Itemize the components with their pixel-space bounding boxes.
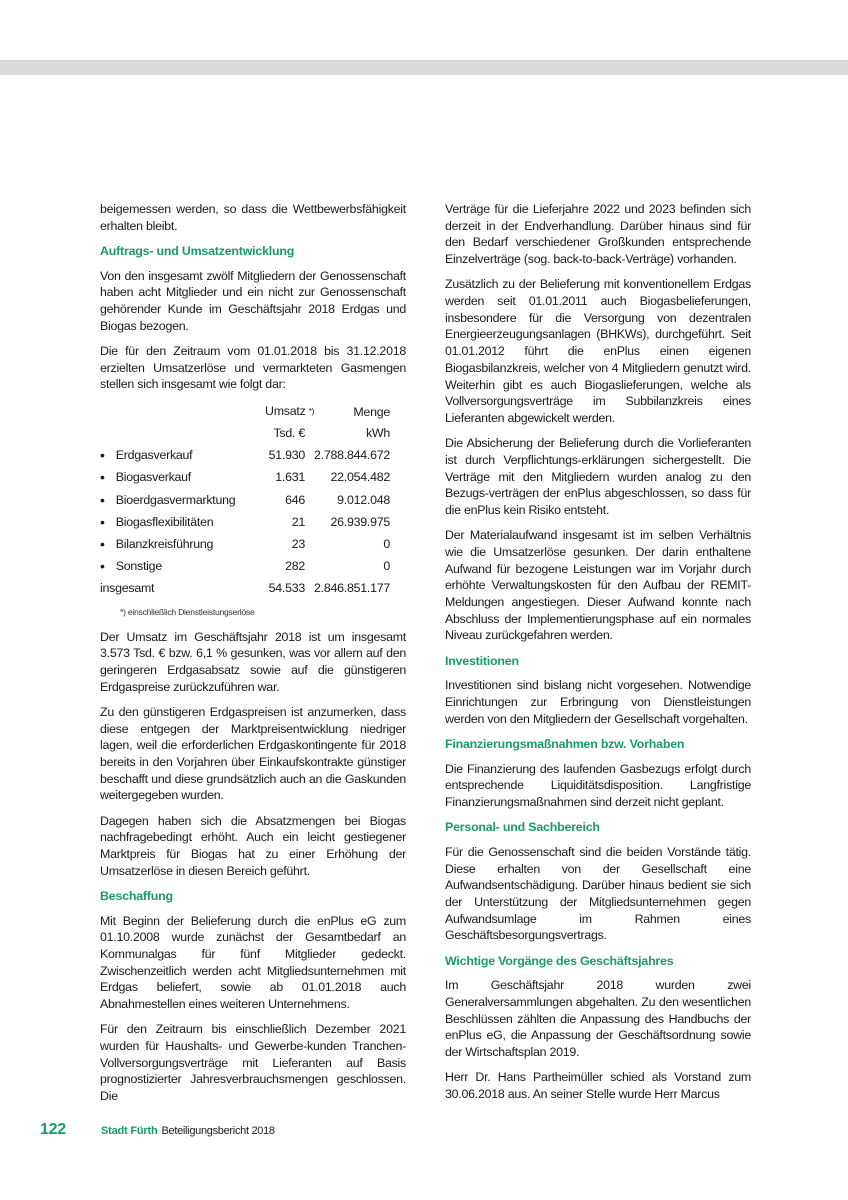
section-heading-wichtige-vorgaenge: Wichtige Vorgänge des Geschäftsjahres (445, 953, 674, 968)
paragraph: Die Finanzierung des laufenden Gasbezugs erfolgt durch entsprechende Liquiditätsdisposition. Langfristige Finanzierungsmaßnahmen sind derzeit nicht geplant. (445, 761, 751, 809)
table-footnote: *) einschließlich Dienstleistungserlöse (120, 606, 255, 617)
bullet-icon: • (100, 491, 105, 508)
bullet-icon: • (100, 469, 105, 486)
section-heading-beschaffung: Beschaffung (100, 888, 173, 903)
left-column (100, 201, 406, 1113)
paragraph: Für die Genossenschaft sind die beiden Vorstände tätig. Diese erhalten von der Gesellschaft eine Aufwandsentschädigung. Darüber hinaus bedient sie sich der Unterstützung der Mitgliedsunternehmen gegen Aufwandsumlage im Rahmen eines Geschäftsbesorgungsvertrags. (445, 844, 751, 943)
table-row: • Bioerdgasvermarktung 646 9.012.048 (100, 489, 390, 511)
bullet-icon: • (100, 447, 105, 464)
bullet-icon: • (100, 513, 105, 530)
paragraph: Zu den günstigeren Erdgaspreisen ist anzumerken, dass diese entgegen der Marktpreisentwicklung niedriger lagen, weil die erforderlichen Erdgaskontingente für 2018 bereits in den Vorjahren über Einkaufskontrakte günstiger beschafft und diese grundsätzlich auch an die Gaskunden weitergegeben wurden. (100, 704, 406, 803)
section-heading-investitionen: Investitionen (445, 653, 519, 668)
paragraph: Verträge für die Lieferjahre 2022 und 2023 befinden sich derzeit in der Endverhandlung. Darüber hinaus sind für den Bedarf verschiedener Großkunden entsprechende Einzelverträge (sog. back-to-back-Verträge) vorhanden. (445, 202, 751, 267)
table-row: • Biogasverkauf 1.631 22.054.482 (100, 467, 390, 489)
col-header-menge: Menge (353, 404, 390, 419)
paragraph: beigemessen werden, so dass die Wettbewerbsfähigkeit erhalten bleibt. (100, 202, 406, 233)
col-header-umsatz: Umsatz *) (265, 404, 314, 419)
table-total-row: insgesamt 54.533 2.846.851.177 (100, 581, 390, 596)
section-heading-auftrag: Auftrags- und Umsatzentwicklung (100, 243, 295, 258)
footer-title: Beteiligungsbericht 2018 (161, 1125, 275, 1137)
page-footer (40, 1121, 275, 1139)
paragraph: Von den insgesamt zwölf Mitgliedern der Genossenschaft haben acht Mitglieder und ein nicht zur Genossenschaft gehörender Kunde im Geschäftsjahr 2018 Erdgas und Biogas bezogen. (100, 268, 406, 333)
paragraph: Die Absicherung der Belieferung durch die Vorlieferanten ist durch Verpflichtungs-erklärungen sichergestellt. Die Verträge mit den Mitgliedern wurden analog zu den Bezugs-verträgen der enPlus abgeschlossen, so dass für die enPlus kein Risiko entsteht. (445, 436, 751, 517)
table-header-row (100, 402, 390, 424)
unit-menge: kWh (365, 426, 390, 441)
paragraph: Der Materialaufwand insgesamt ist im selben Verhältnis wie die Umsatzerlöse gesunken. Der darin enthaltene Aufwand für bezogene Leistungen war im Vorjahr durch erhöhte Verwaltungskosten für den Aufbau der REMIT-Meldungen angestiegen. Dieser Aufwand konnte nach Abschluss der Implementierungsphase auf ein normales Niveau zurückgefahren werden. (445, 528, 751, 643)
table-row: • Sonstige 282 0 (100, 555, 390, 577)
paragraph: Herr Dr. Hans Partheimüller schied als Vorstand zum 30.06.2018 aus. An seiner Stelle wurde Herr Marcus (445, 1070, 751, 1102)
table-row: • Erdgasverkauf 51.930 2.788.844.672 (100, 445, 390, 467)
footnote-mark: *) (308, 407, 314, 417)
paragraph: Mit Beginn der Belieferung durch die enPlus eG zum 01.10.2008 wurde zunächst der Gesamtbedarf an Kommunalgas für fünf Mitglieder gedeckt. Zwischenzeitlich werden acht Mitgliedsunternehmen mit Erdgas beliefert, sowie ab 01.01.2018 auch Abnahmestellen eines weiteren Unternehmens. (100, 913, 406, 1012)
top-gray-band (0, 60, 848, 75)
section-heading-personal: Personal- und Sachbereich (445, 820, 600, 835)
table-row: • Bilanzkreisführung 23 0 (100, 533, 390, 555)
paragraph: Dagegen haben sich die Absatzmengen bei Biogas nachfragebedingt erhöht. Auch ein leicht gestiegener Marktpreis für Biogas hat zu einer Erhöhung der Umsatzerlöse in diesen Bereich geführt. (100, 813, 406, 878)
paragraph: Für den Zeitraum bis einschließlich Dezember 2021 wurden für Haushalts- und Gewerbe-kunden Tranchen-Vollversorgungsverträge mit Lieferanten auf Basis prognostizierter Jahresverbrauchsmengen geschlossen. Die (100, 1022, 406, 1104)
table-row: • Biogasflexibilitäten 21 26.939.975 (100, 511, 390, 533)
paragraph: Die für den Zeitraum vom 01.01.2018 bis 31.12.2018 erzielten Umsatzerlöse und vermarkteten Gasmengen stellen sich insgesamt wie folgt dar: (100, 343, 406, 392)
paragraph: Zusätzlich zu der Belieferung mit konventionellem Erdgas werden seit 01.01.2011 auch Biogasbelieferungen, insbesondere für die Versorgung von dezentralen Energieerzeugungsanlagen (BHKWs), durchgeführt. Seit 01.01.2012 führt die enPlus einen eigenen Biogasbilanzkreis, welcher von 4 Mitgliedern genutzt wird. Weiterhin gibt es auch Biogaslieferungen, welche als Vollversorgungsverträge im Subbilanzkreis eines Lieferanten abgewickelt werden. (445, 277, 751, 425)
page-number: 122 (40, 1121, 66, 1138)
paragraph: Im Geschäftsjahr 2018 wurden zwei Generalversammlungen abgehalten. Zu den wesentlichen Beschlüssen zählten die Anpassung des Handbuchs der enPlus eG, die Anpassung der Geschäftsordnung sowie der Wirtschaftsplan 2019. (445, 978, 751, 1060)
table-unit-row (100, 423, 390, 445)
revenue-table (100, 402, 390, 600)
footer-brand: Stadt Fürth (101, 1125, 158, 1137)
bullet-icon: • (100, 558, 105, 575)
right-column (445, 201, 751, 1111)
paragraph: Der Umsatz im Geschäftsjahr 2018 ist um insgesamt 3.573 Tsd. € bzw. 6,1 % gesunken, was vor allem auf den geringeren Erdgasabsatz sowie auf die günstigeren Erdgaspreise zurückzuführen war. (100, 629, 406, 694)
bullet-icon: • (100, 536, 105, 553)
section-heading-finanzierung: Finanzierungsmaßnahmen bzw. Vorhaben (445, 736, 685, 751)
unit-umsatz: Tsd. € (273, 426, 305, 441)
paragraph: Investitionen sind bislang nicht vorgesehen. Notwendige Einrichtungen zur Erbringung von Dienstleistungen werden von den Mitgliedern der Gesellschaft vorgehalten. (445, 678, 751, 726)
